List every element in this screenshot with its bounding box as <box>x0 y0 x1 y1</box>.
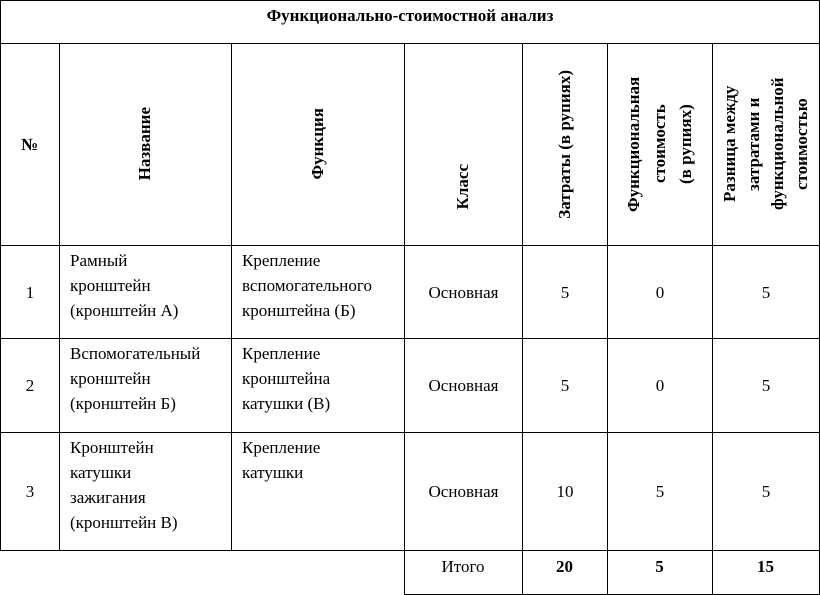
table-cell-diff <box>713 433 819 550</box>
header-class: Класс <box>453 164 472 210</box>
header-diff: Разница между затратами и функциональной стоимостью <box>719 77 811 211</box>
cell-line: катушки <box>70 463 132 482</box>
table-cell-text <box>70 435 178 535</box>
table-cell-function <box>232 339 404 432</box>
total-func-cost: 5 <box>655 556 664 576</box>
cell-line: (кронштейн А) <box>70 301 179 320</box>
table-cell-class <box>405 339 522 432</box>
table-cell-text <box>70 341 200 416</box>
table-cell-text: 5 <box>560 376 570 395</box>
total-label: Итого <box>441 556 485 576</box>
table-cell-class <box>405 246 522 338</box>
table-cell-cost <box>523 339 607 432</box>
table-cell-cost <box>523 246 607 338</box>
table-cell-diff <box>713 339 819 432</box>
cell-line: кронштейна <box>242 369 331 388</box>
table-cell-name <box>60 246 231 338</box>
table-cell-text: 5 <box>761 282 771 302</box>
cell-line: (кронштейн В) <box>70 513 178 532</box>
table-cell-text: 2 <box>25 376 35 395</box>
table-cell-function <box>232 246 404 338</box>
table-cell-num <box>1 246 59 338</box>
table-cell-num <box>1 339 59 432</box>
table-cell-text: 5 <box>761 482 771 501</box>
table-cell-text: Основная <box>428 282 499 302</box>
table-cell-text: 1 <box>25 282 35 302</box>
header-name: Название <box>135 107 154 181</box>
table-cell-text: 10 <box>556 482 574 501</box>
total-diff: 15 <box>757 556 774 576</box>
cell-line: вспомогательного <box>242 276 372 295</box>
table-cell-func-cost <box>608 433 712 550</box>
cell-line: катушки <box>242 463 304 482</box>
cell-line: зажигания <box>70 488 146 507</box>
cell-line: катушки (В) <box>242 394 331 413</box>
table-cell-text: 0 <box>655 376 665 395</box>
cell-line: Крепление <box>242 438 321 457</box>
table-cell-text <box>242 341 330 416</box>
table-cell-text <box>70 248 178 323</box>
header-cost: Затраты (в рупиях) <box>554 69 574 219</box>
table-cell-function <box>232 433 404 550</box>
table-title: Функционально-стоимостной анализ <box>266 5 554 25</box>
total-cost: 20 <box>556 556 573 576</box>
table-cell-cost <box>523 433 607 550</box>
cell-line: Кронштейн <box>70 438 154 457</box>
table-cell-text <box>242 435 320 485</box>
table-cell-name <box>60 433 231 550</box>
cell-line: кронштейна (Б) <box>242 301 356 320</box>
cell-line: Рамный <box>70 251 128 270</box>
table-cell-text: Основная <box>428 482 499 501</box>
cell-line: Крепление <box>242 344 321 363</box>
cell-line: Вспомогательный <box>70 344 201 363</box>
header-function: Функция <box>307 108 327 180</box>
table-cell-num <box>1 433 59 550</box>
cell-line: кронштейн <box>70 369 151 388</box>
table-cell-text: 0 <box>655 282 665 302</box>
table-cell-text: 5 <box>655 482 665 501</box>
cell-line: кронштейн <box>70 276 151 295</box>
header-num: № <box>20 134 39 154</box>
table-cell-name <box>60 339 231 432</box>
cell-line: (кронштейн Б) <box>70 394 176 413</box>
table-cell-text: 3 <box>25 482 35 501</box>
table-cell-func-cost <box>608 246 712 338</box>
header-func-cost: Функциональная стоимость (в рупиях) <box>623 76 695 212</box>
cell-line: Крепление <box>242 251 321 270</box>
table-cell-text: Основная <box>428 376 499 395</box>
table-cell-text <box>242 248 372 323</box>
table-cell-diff <box>713 246 819 338</box>
table-cell-text: 5 <box>761 376 771 395</box>
table-cell-text: 5 <box>560 282 570 302</box>
table-cell-class <box>405 433 522 550</box>
table-cell-func-cost <box>608 339 712 432</box>
